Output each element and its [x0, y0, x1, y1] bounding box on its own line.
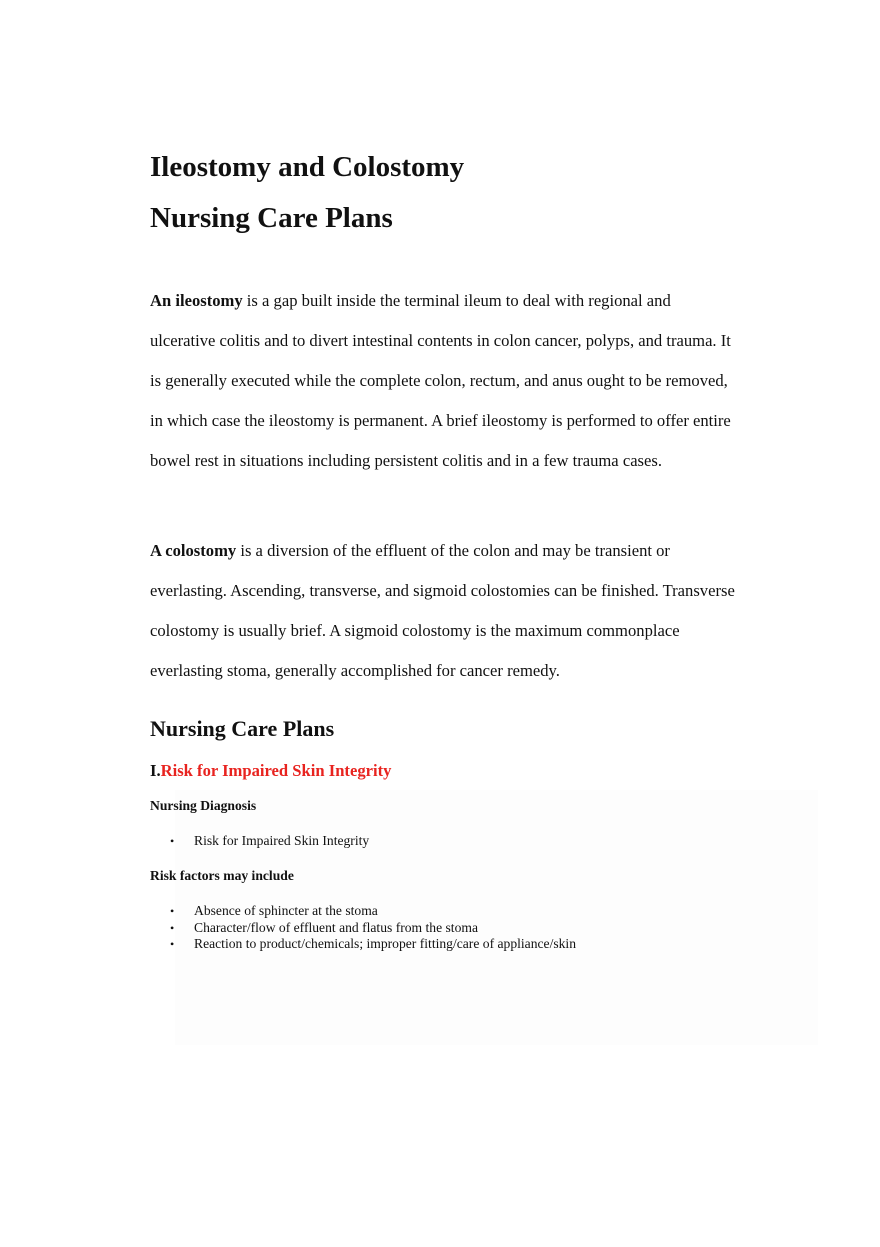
colostomy-description: is a diversion of the effluent of the colon and may be transient or everlasting. Ascending, transverse, and sigmoid colostomies can be finished. Transverse colostomy is usually brief. A sigmoid colostomy is the maximum commonplace everlasting stoma, generally accomplished for cancer remedy.	[150, 541, 735, 680]
list-item: • Character/flow of effluent and flatus from the stoma	[170, 919, 478, 935]
nursing-diagnosis-label: Nursing Diagnosis	[150, 798, 257, 813]
risk-factors-label: Risk factors may include	[150, 868, 294, 883]
bullet-icon: •	[170, 904, 175, 918]
colostomy-term: A colostomy	[150, 541, 237, 560]
section-heading: Nursing Care Plans	[150, 716, 335, 741]
care-plan-item-title: Risk for Impaired Skin Integrity	[160, 761, 392, 780]
list-item: • Reaction to product/chemicals; improper fitting/care of appliance/skin	[170, 936, 577, 951]
document-title-line-2: Nursing Care Plans	[150, 202, 393, 234]
nursing-diagnosis-list	[150, 833, 369, 850]
list-item: • Absence of sphincter at the stoma	[170, 903, 378, 918]
ileostomy-description: is a gap built inside the terminal ileum to deal with regional and ulcerative colitis and to divert intestinal contents in colon cancer, polyps, and trauma. It is generally executed while the complete colon, rectum, and anus ought to be removed, in which case the ileostomy is permanent. A brief ileostomy is performed to offer entire bowel rest in situations including persistent colitis and in a few trauma cases.	[150, 291, 731, 470]
bullet-icon: •	[170, 937, 175, 951]
colostomy-paragraph	[150, 531, 740, 691]
document-title-line-1: Ileostomy and Colostomy	[150, 151, 465, 183]
bullet-icon: •	[170, 920, 175, 935]
list-item: • Risk for Impaired Skin Integrity	[170, 833, 370, 848]
ileostomy-term: An ileostomy	[150, 291, 243, 310]
risk-factors-list	[150, 903, 576, 953]
ileostomy-paragraph	[150, 281, 740, 481]
care-plan-item-number: I.	[150, 761, 161, 780]
care-plan-item-heading	[150, 759, 391, 783]
bullet-icon: •	[170, 834, 175, 848]
